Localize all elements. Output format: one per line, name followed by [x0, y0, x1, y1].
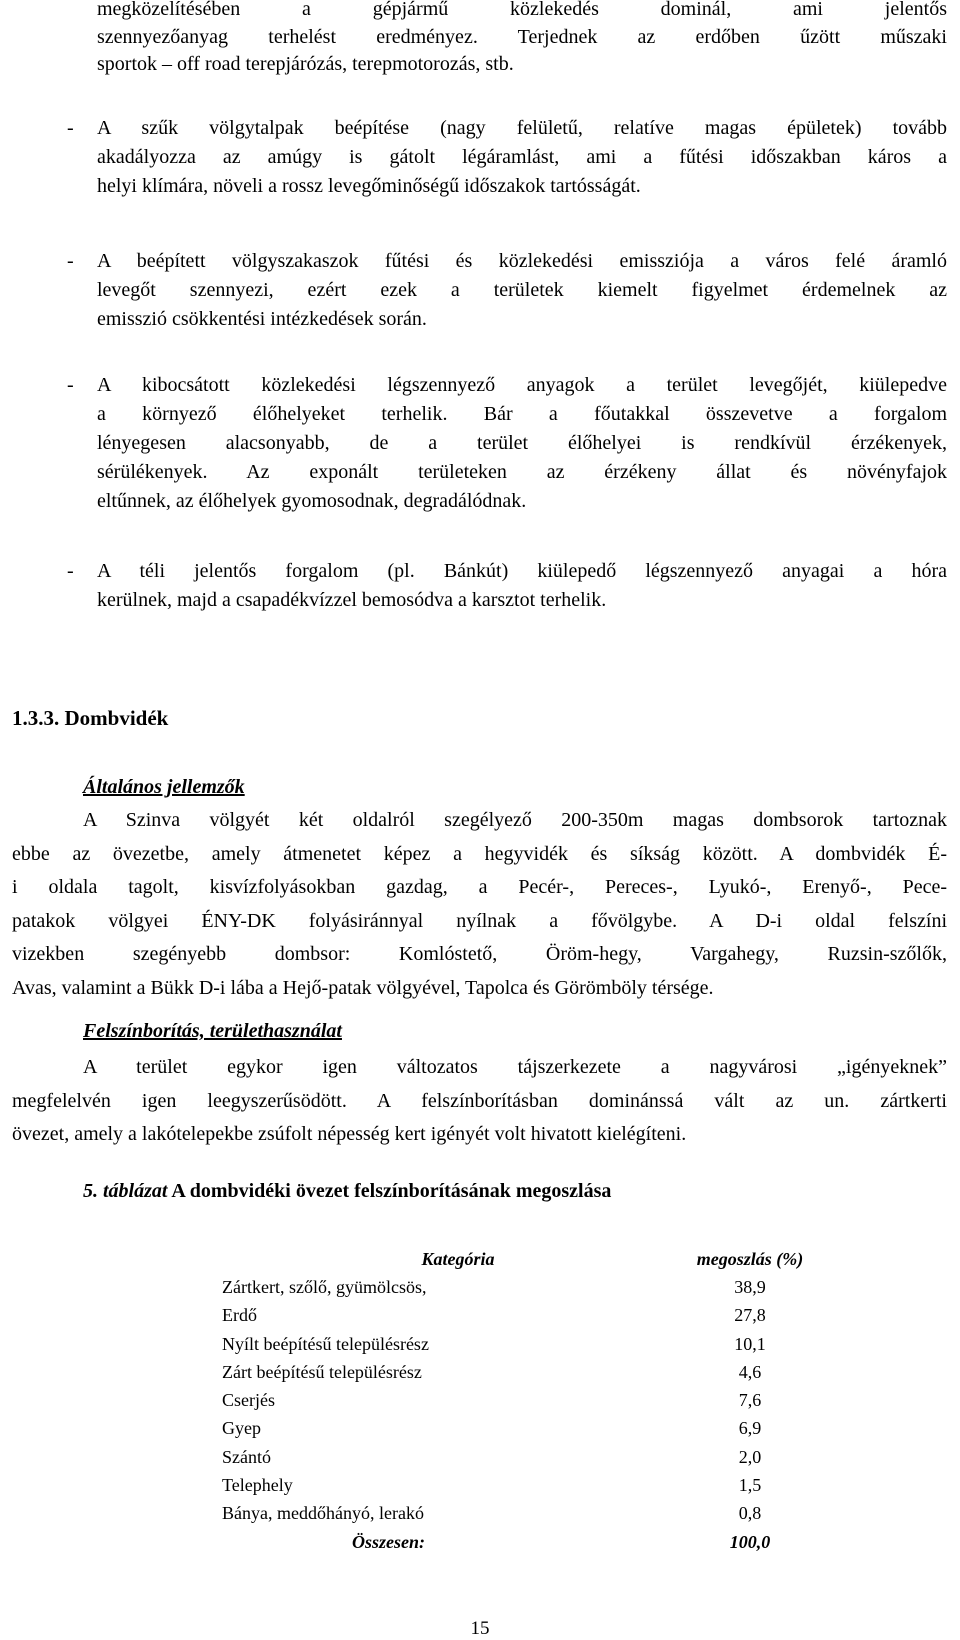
text-line: A szűk völgytalpak beépítése (nagy felületű, relatíve magas épületek) tovább	[97, 117, 947, 139]
landcover-table	[222, 1245, 812, 1556]
text-line: levegőt szennyezi, ezért ezek a területek kiemelt figyelmet érdemelnek az	[97, 279, 947, 301]
paragraph-general	[12, 804, 947, 1005]
table-row	[222, 1273, 812, 1301]
continuation-paragraph	[97, 0, 947, 79]
category-cell: Telephely	[222, 1475, 293, 1496]
text-line: sportok – off road terepjárózás, terepmotorozás, stb.	[97, 53, 514, 75]
bullet-dash: -	[67, 560, 74, 582]
text-line	[12, 804, 947, 838]
text-line: A kibocsátott közlekedési légszennyező anyagok a terület levegőjét, kiülepedve	[97, 374, 947, 396]
bullet-dash: -	[67, 250, 74, 272]
text-line: szennyezőanyag terhelést eredményez. Terjednek az erdőben űzött műszaki	[97, 25, 947, 48]
section-heading: 1.3.3. Dombvidék	[12, 706, 169, 730]
text-line: i oldala tagolt, kisvízfolyásokban gazdag, a Pecér-, Pereces-, Lyukó-, Erenyő-, Pece-	[12, 876, 947, 898]
text-line	[12, 1051, 947, 1085]
category-cell: Erdő	[222, 1305, 257, 1326]
total-value: 100,0	[729, 1531, 771, 1552]
category-cell: Gyep	[222, 1418, 261, 1439]
share-cell: 0,8	[738, 1503, 762, 1524]
text-line: A téli jelentős forgalom (pl. Bánkút) kiülepedő légszennyező anyagai a hóra	[97, 560, 947, 582]
text-line-content: A terület egykor igen változatos tájszerkezete a nagyvárosi „igényeknek”	[83, 1056, 947, 1078]
text-line: övezet, amely a lakótelepekbe zsúfolt népesség kert igényét volt hivatott kielégíteni.	[12, 1123, 687, 1145]
text-line: patakok völgyei ÉNY-DK folyásiránnyal nyílnak a fővölgybe. A D-i oldal felszíni	[12, 909, 947, 932]
bullet-dash: -	[67, 117, 74, 139]
text-line: eltűnnek, az élőhelyek gyomosodnak, degradálódnak.	[97, 490, 527, 512]
text-line-content: A Szinva völgyét két oldalról szegélyező 200-350m magas dombsorok tartoznak	[83, 809, 947, 831]
text-line: Avas, valamint a Bükk D-i lába a Hejő-patak völgyével, Tapolca és Görömböly térsége.	[12, 976, 714, 999]
subheading-general: Általános jellemzők	[83, 776, 245, 798]
share-cell: 7,6	[738, 1390, 762, 1411]
text-line: helyi klímára, növeli a rossz levegőminőségű időszakok tartósságát.	[97, 175, 641, 197]
table-header-row	[222, 1245, 812, 1273]
text-line: emisszió csökkentési intézkedések során.	[97, 308, 427, 330]
bullet-item	[67, 557, 947, 615]
category-cell: Bánya, meddőhányó, lerakó	[222, 1503, 424, 1524]
category-cell: Zártkert, szőlő, gyümölcsös,	[222, 1276, 427, 1297]
table-row	[222, 1358, 812, 1386]
category-cell: Szántó	[222, 1446, 271, 1467]
column-header-category: Kategória	[421, 1248, 495, 1269]
paragraph-landcover	[12, 1051, 947, 1152]
bullet-item	[67, 114, 947, 201]
text-line: akadályozza az amúgy is gátolt légáramlást, ami a fűtési időszakban káros a	[97, 146, 947, 168]
category-cell: Nyílt beépítésű településrész	[222, 1333, 429, 1354]
bullet-dash: -	[67, 374, 74, 396]
text-line: megközelítésében a gépjármű közlekedés dominál, ami jelentős	[97, 0, 947, 20]
table-caption	[83, 1180, 611, 1203]
table-row	[222, 1471, 812, 1499]
text-line: vizekben szegényebb dombsor: Komlóstető, Öröm-hegy, Vargahegy, Ruzsin-szőlők,	[12, 943, 947, 965]
text-line: megfelelvén igen leegyszerűsödött. A felszínborításban dominánssá vált az un. zártkerti	[12, 1089, 947, 1112]
share-cell: 1,5	[738, 1475, 762, 1496]
subheading-landcover: Felszínborítás, területhasználat	[83, 1020, 342, 1042]
text-line: sérülékenyek. Az exponált területeken az érzékeny állat és növényfajok	[97, 461, 947, 483]
share-cell: 4,6	[738, 1361, 762, 1382]
share-cell: 10,1	[734, 1333, 766, 1354]
table-row	[222, 1415, 812, 1443]
table-caption-number: 5. táblázat	[83, 1180, 168, 1202]
total-label: Összesen:	[352, 1531, 426, 1552]
category-cell: Zárt beépítésű településrész	[222, 1361, 422, 1382]
table-row	[222, 1302, 812, 1330]
share-cell: 27,8	[734, 1305, 766, 1326]
text-line: a környező élőhelyeket terhelik. Bár a főutakkal összevetve a forgalom	[97, 403, 947, 425]
text-line: kerülnek, majd a csapadékvízzel bemosódva a karsztot terhelik.	[97, 589, 607, 611]
bullet-item	[67, 247, 947, 334]
share-cell: 6,9	[738, 1418, 762, 1439]
category-cell: Cserjés	[222, 1390, 275, 1411]
share-cell: 38,9	[734, 1276, 766, 1297]
share-cell: 2,0	[738, 1446, 762, 1467]
page-number: 15	[470, 1618, 490, 1639]
table-row	[222, 1500, 812, 1528]
text-line: A beépített völgyszakaszok fűtési és közlekedési emissziója a város felé áramló	[97, 250, 947, 272]
text-line: lényegesen alacsonyabb, de a terület élőhelyei is rendkívül érzékenyek,	[97, 432, 947, 454]
table-row	[222, 1443, 812, 1471]
table-row	[222, 1386, 812, 1414]
table-total-row	[222, 1528, 812, 1556]
bullet-item	[67, 371, 947, 516]
text-line: ebbe az övezetbe, amely átmenetet képez a hegyvidék és síkság között. A dombvidék É-	[12, 842, 947, 865]
table-row	[222, 1330, 812, 1358]
table-caption-title: A dombvidéki övezet felszínborításának megoszlása	[171, 1180, 612, 1202]
column-header-share: megoszlás (%)	[696, 1248, 804, 1269]
